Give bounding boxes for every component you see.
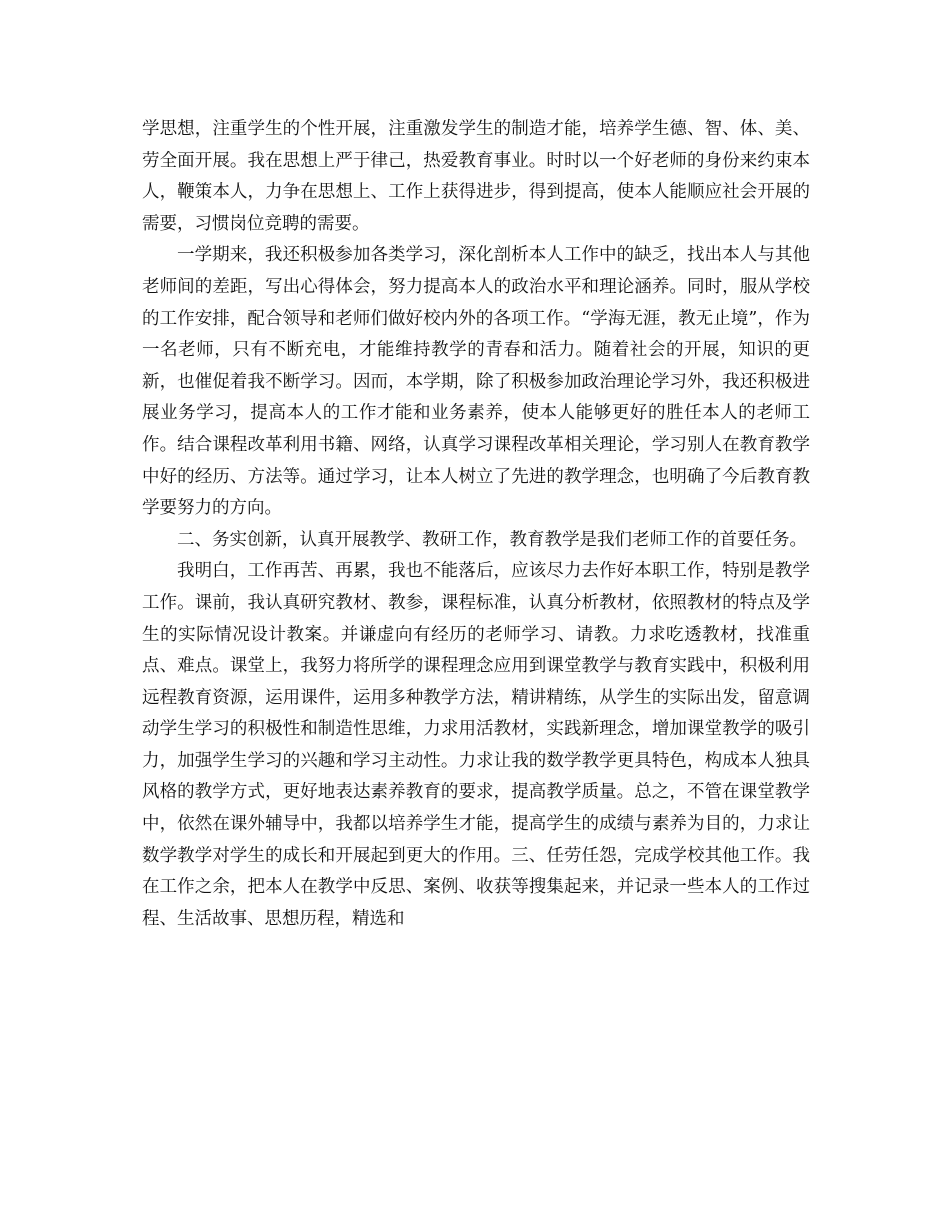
document-body: [142, 114, 810, 935]
paragraph-4: 我明白，工作再苦、再累，我也不能落后，应该尽力去作好本职工作，特别是教学工作。课前，我认真研究教材、教参，课程标准，认真分析教材，依照教材的特点及学生的实际情况设计教案。并谦虚向有经历的老师学习、请教。力求吃透教材，找准重点、难点。课堂上，我努力将所学的课程理念应用到课堂教学与教育实践中，积极利用远程教育资源，运用课件，运用多种教学方法，精讲精练，从学生的实际出发，留意调动学生学习的积极性和制造性思维，力求用活教材，实践新理念，增加课堂教学的吸引力，加强学生学习的兴趣和学习主动性。力求让我的数学教学更具特色，构成本人独具风格的教学方式，更好地表达素养教育的要求，提高教学质量。总之，不管在课堂教学中，依然在课外辅导中，我都以培养学生才能，提高学生的成绩与素养为目的，力求让数学教学对学生的成长和开展起到更大的作用。三、任劳任怨，完成学校其他工作。我在工作之余，把本人在教学中反思、案例、收获等搜集起来，并记录一些本人的工作过程、生活故事、思想历程，精选和: [142, 561, 810, 929]
paragraph-2: 一学期来，我还积极参加各类学习，深化剖析本人工作中的缺乏，找出本人与其他老师间的差距，写出心得体会，努力提高本人的政治水平和理论涵养。同时，服从学校的工作安排，配合领导和老师们做好校内外的各项工作。“学海无涯，教无止境”，作为一名老师，只有不断充电，才能维持教学的青春和活力。随着社会的开展，知识的更新，也催促着我不断学习。因而，本学期，除了积极参加政治理论学习外，我还积极进展业务学习，提高本人的工作才能和业务素养，使本人能够更好的胜任本人的老师工作。结合课程改革利用书籍、网络，认真学习课程改革相关理论，学习别人在教育教学中好的经历、方法等。通过学习，让本人树立了先进的教学理念，也明确了今后教育教学要努力的方向。: [142, 245, 810, 519]
paragraph-3: 二、务实创新，认真开展教学、教研工作，教育教学是我们老师工作的首要任务。: [177, 529, 807, 550]
paragraph-1: 学思想，注重学生的个性开展，注重激发学生的制造才能，培养学生德、智、体、美、劳全面开展。我在思想上严于律己，热爱教育事业。时时以一个好老师的身份来约束本人，鞭策本人，力争在思想上、工作上获得进步，得到提高，使本人能顺应社会开展的需要，习惯岗位竞聘的需要。: [142, 119, 810, 234]
